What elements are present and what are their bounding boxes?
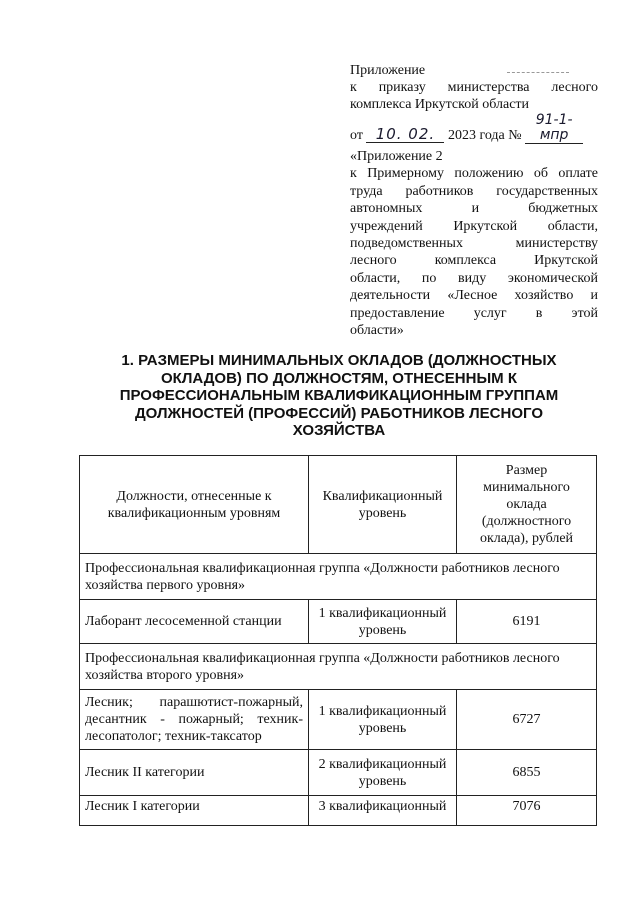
appendix2-line: «Приложение 2 <box>350 149 443 164</box>
cell-level: 1 квалификационный уровень <box>309 600 457 644</box>
heading-line: ОКЛАДОВ) ПО ДОЛЖНОСТЯМ, ОТНЕСЕННЫМ К <box>161 369 517 387</box>
header-level: Квалификационный уровень <box>309 456 457 554</box>
group-row <box>80 554 597 600</box>
appendix2-line: подведомственных министерству <box>350 236 598 252</box>
appendix2-line: предоставление услуг в этой <box>350 305 598 321</box>
handwritten-number: 91-1-мпр <box>525 113 583 144</box>
heading-line: 1. РАЗМЕРЫ МИНИМАЛЬНЫХ ОКЛАДОВ (ДОЛЖНОСТНЫХ <box>121 352 557 369</box>
heading-line: ПРОФЕССИОНАЛЬНЫМ КВАЛИФИКАЦИОННЫМ ГРУППАМ <box>119 387 559 404</box>
cell-level: 1 квалификационный уровень <box>309 690 457 750</box>
table-row <box>80 750 597 796</box>
table-row <box>80 600 597 644</box>
salary-table <box>79 455 597 826</box>
appendix2-line: лесного комплекса Иркутской <box>350 253 598 269</box>
cell-salary: 6727 <box>457 690 597 750</box>
cell-position: Лесник; парашютист-пожарный, десантник - пожарный; техник-лесопатолог; техник-таксатор <box>80 690 309 750</box>
appendix2-line: учреждений Иркутской области, <box>350 218 598 234</box>
date-prefix: от <box>350 128 363 143</box>
year-text: 2023 года № <box>447 128 522 143</box>
cell-position: Лесник I категории <box>80 796 309 826</box>
header-salary: Размер минимального оклада (должностного оклада), рублей <box>457 456 597 554</box>
heading-line: ДОЛЖНОСТЕЙ (ПРОФЕССИЙ) РАБОТНИКОВ ЛЕСНОГО <box>135 404 543 422</box>
appendix2-line: труда работников государственных <box>350 183 598 199</box>
cell-level: 2 квалификационный уровень <box>309 750 457 796</box>
table-header-row <box>80 456 597 554</box>
cell-position: Лесник II категории <box>80 750 309 796</box>
appendix-title: Приложение <box>350 63 426 78</box>
section-heading <box>82 352 596 440</box>
handwritten-date: 10. 02. <box>366 127 444 143</box>
appendix2-line: области, по виду экономической <box>350 270 598 286</box>
appendix2-line: к Примерному положению об оплате <box>350 166 598 182</box>
group1-title: Профессиональная квалификационная группа «Должности работников лесного хозяйства первого уровня» <box>80 554 597 600</box>
appendix2-block <box>350 148 598 339</box>
heading-line: ХОЗЯЙСТВА <box>292 422 386 439</box>
cell-salary: 7076 <box>457 796 597 826</box>
table-row <box>80 690 597 750</box>
appendix-order-line: к приказу министерства лесного <box>350 80 598 95</box>
group-row <box>80 644 597 690</box>
appendix-date-line <box>350 113 598 144</box>
appendix2-line: области» <box>350 323 404 339</box>
header-position: Должности, отнесенные к квалификационным уровням <box>80 456 309 554</box>
table-row <box>80 796 597 826</box>
faint-mark <box>507 72 569 73</box>
appendix-header <box>350 62 598 144</box>
cell-salary: 6191 <box>457 600 597 644</box>
cell-level: 3 квалификационный <box>309 796 457 826</box>
group2-title: Профессиональная квалификационная группа «Должности работников лесного хозяйства второго уровня» <box>80 644 597 690</box>
appendix-ministry-line: комплекса Иркутской области <box>350 97 530 112</box>
cell-salary: 6855 <box>457 750 597 796</box>
cell-position: Лаборант лесосеменной станции <box>80 600 309 644</box>
appendix2-line: деятельности «Лесное хозяйство и <box>350 288 598 304</box>
appendix2-line: автономных и бюджетных <box>350 201 598 217</box>
